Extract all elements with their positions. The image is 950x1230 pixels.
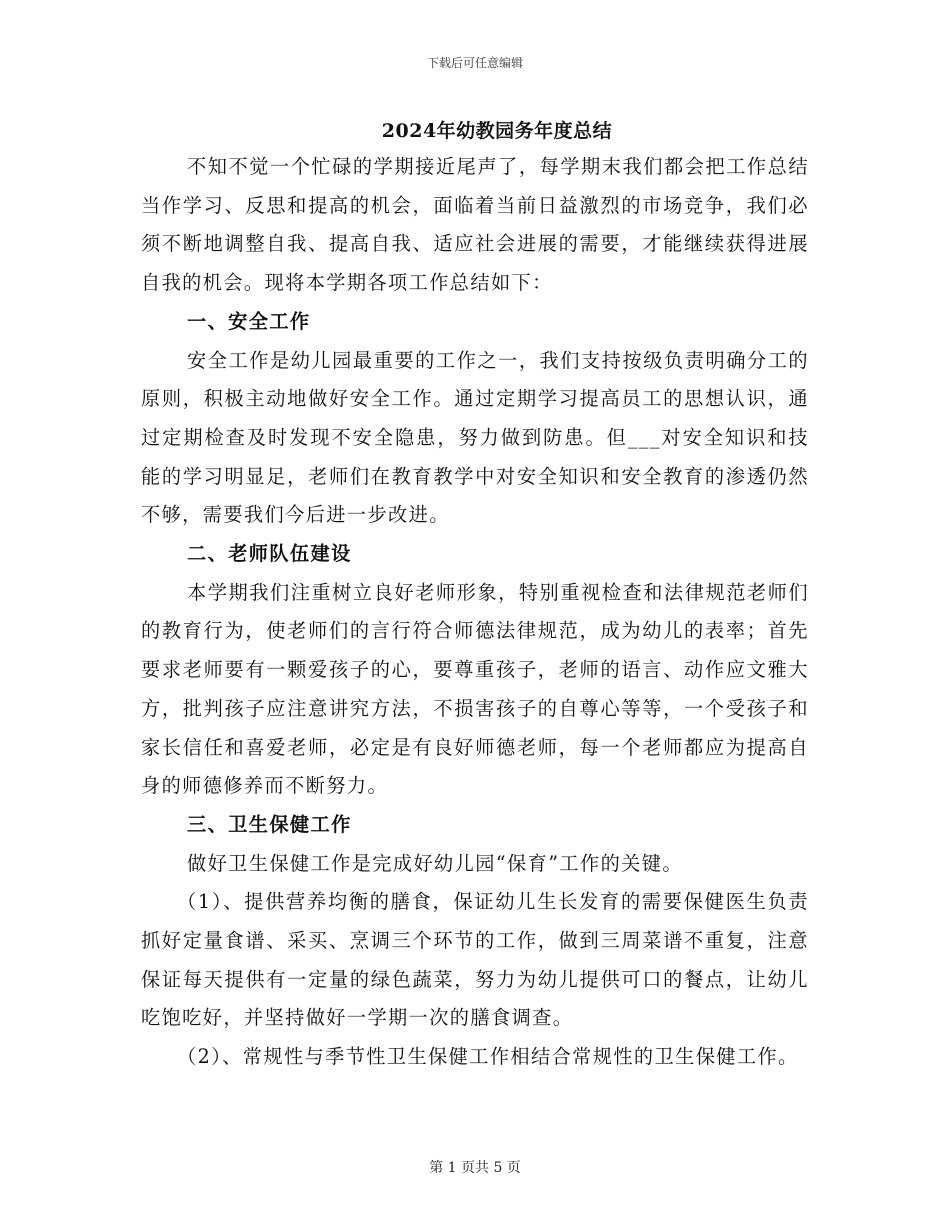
document-body	[141, 148, 809, 1077]
page-header-note: 下载后可任意编辑	[426, 56, 523, 70]
health-item-2-paragraph: （2）、常规性与季节性卫生保健工作相结合常规性的卫生保健工作。	[177, 1045, 799, 1069]
document-title: 2024年幼教园务年度总结	[381, 120, 613, 142]
health-intro-paragraph: 做好卫生保健工作是完成好幼儿园“保育”工作的关键。	[187, 851, 683, 875]
section-heading-safety: 一、安全工作	[187, 309, 311, 333]
intro-paragraph: 不知不觉一个忙碌的学期接近尾声了，每学期末我们都会把工作总结当作学习、反思和提高的机会，面临着当前日益激烈的市场竞争，我们必须不断地调整自我、提高自我、适应社会进展的需要，才能继续获得进展自我的机会。现将本学期各项工作总结如下：	[141, 155, 809, 295]
health-item-1-paragraph: （1）、提供营养均衡的膳食，保证幼儿生长发育的需要保健医生负责抓好定量食谱、采买、烹调三个环节的工作，做到三周菜谱不重复，注意保证每天提供有一定量的绿色蔬菜，努力为幼儿提供可口的餐点，让幼儿吃饱吃好，并坚持做好一学期一次的膳食调查。	[141, 890, 809, 1030]
section-heading-health: 三、卫生保健工作	[187, 812, 352, 836]
page-number-footer: 第 1 页共 5 页	[429, 1160, 521, 1176]
safety-paragraph: 安全工作是幼儿园最重要的工作之一，我们支持按级负责明确分工的原则，积极主动地做好安全工作。通过定期学习提高员工的思想认识，通过定期检查及时发现不安全隐患，努力做到防患。但___对安全知识和技能的学习明显足，老师们在教育教学中对安全知识和安全教育的渗透仍然不够，需要我们今后进一步改进。	[141, 348, 809, 527]
section-heading-teachers: 二、老师队伍建设	[187, 542, 352, 566]
teachers-paragraph: 本学期我们注重树立良好老师形象，特别重视检查和法律规范老师们的教育行为，使老师们的言行符合师德法律规范，成为幼儿的表率；首先要求老师要有一颗爱孩子的心，要尊重孩子，老师的语言、动作应文雅大方，批判孩子应注意讲究方法，不损害孩子的自尊心等等，一个受孩子和家长信任和喜爱老师，必定是有良好师德老师，每一个老师都应为提高自身的师德修养而不断努力。	[141, 580, 809, 798]
